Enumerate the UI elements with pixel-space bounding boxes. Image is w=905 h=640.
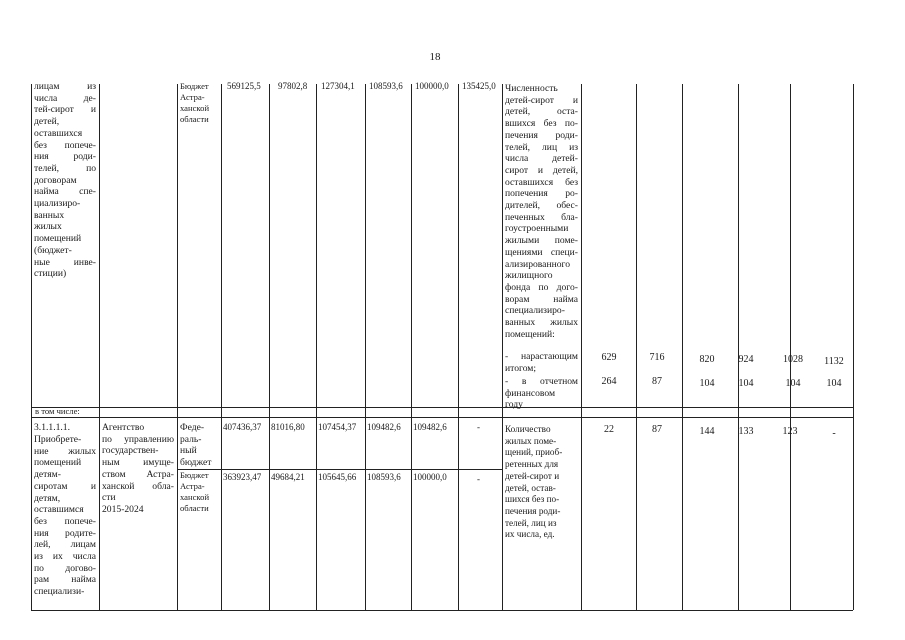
row2-federal-total: 407436,37 bbox=[223, 422, 262, 432]
row1-value-year5: 135425,0 bbox=[462, 81, 496, 91]
row1-reporting-year-value: 104 bbox=[738, 378, 754, 389]
table-column-line bbox=[99, 84, 100, 610]
table-border bbox=[31, 84, 32, 610]
row1-cumulative-value: 1132 bbox=[824, 356, 844, 367]
table-column-line bbox=[636, 84, 637, 610]
table-column-line bbox=[458, 84, 459, 610]
row1-reporting-year-value: 87 bbox=[652, 376, 662, 387]
row1-value-year2: 127304,1 bbox=[321, 81, 355, 91]
row2-indicator-value: - bbox=[832, 428, 836, 439]
table-column-line bbox=[365, 84, 366, 610]
row1-indicator-cumulative: - нарастающим итогом; bbox=[505, 351, 578, 374]
row1-reporting-year-value: 104 bbox=[699, 378, 715, 389]
row2-indicator-cell: Количество жилых поме- щений, приоб- ретенных для детей-сирот и детей, остав- шихся без по- печения роди- телей, лиц из их числа, ед. bbox=[505, 424, 563, 540]
row1-indicator-cell: Численность детей-сирот и детей, оста- вшихся без по- печения роди- телей, лиц из числа детей- сирот и детей, оставшихся без попечения ро- дителей, обес- печенных бла- гоустроенными жилыми поме- щениями специ- ализированного жилищного фонда по дого- ворам найма специализиро- ванных жилых помещений: bbox=[505, 83, 578, 340]
row1-reporting-year-value: 264 bbox=[601, 376, 617, 387]
row2-period: 2015-2024 bbox=[102, 503, 144, 515]
row2-source-federal: Феде- раль- ный бюджет bbox=[180, 422, 212, 469]
row1-value-year4: 100000,0 bbox=[415, 81, 449, 91]
row2-regional-year4: 100000,0 bbox=[413, 472, 447, 482]
including-label: в том числе: bbox=[35, 406, 80, 416]
row2-federal-year2: 107454,37 bbox=[318, 422, 357, 432]
row2-indicator-value: 133 bbox=[738, 426, 754, 437]
row2-indicator-value: 123 bbox=[782, 426, 798, 437]
row1-cumulative-value: 820 bbox=[699, 354, 715, 365]
table-column-line bbox=[177, 84, 178, 610]
table-row-line bbox=[31, 407, 853, 408]
row1-reporting-year-value: 104 bbox=[826, 378, 842, 389]
row2-code: 3.1.1.1.1. bbox=[34, 422, 70, 433]
row2-name-cell: Приобрете- ние жилых помещений детям- сиротам и детям, оставшимся без попече- ния родите- лей, лицам из их числа по догово- рам найма специализи- bbox=[34, 434, 96, 598]
table-row-line bbox=[31, 417, 853, 418]
table-column-line bbox=[316, 84, 317, 610]
table-column-line bbox=[221, 84, 222, 610]
table-column-line bbox=[581, 84, 582, 610]
row1-source-cell: Бюджет Астра- ханской области bbox=[180, 81, 210, 124]
row2-source-regional: Бюджет Астра- ханской области bbox=[180, 470, 210, 513]
row2-federal-year1: 81016,80 bbox=[271, 422, 305, 432]
row2-regional-year2: 105645,66 bbox=[318, 472, 357, 482]
table-column-line bbox=[790, 84, 791, 610]
table-column-line bbox=[411, 84, 412, 610]
row2-indicator-value: 87 bbox=[652, 424, 662, 435]
row2-executor-cell: Агентство по управлению государствен- ным имуще- ством Астра- ханской обла- сти 2015-2024 bbox=[102, 422, 174, 515]
table-row-line bbox=[177, 469, 502, 470]
row2-regional-total: 363923,47 bbox=[223, 472, 262, 482]
row1-cumulative-value: 629 bbox=[601, 352, 617, 363]
row1-value-total: 569125,5 bbox=[227, 81, 261, 91]
row1-name-cell: лицам из числа де- тей-сирот и детей, оставшихся без попече- ния роди- телей, по договорам найма спе- циализиро- ванных жилых помещений (бюджет- ные инве- стиции) bbox=[34, 81, 96, 280]
row1-cumulative-value: 716 bbox=[649, 352, 665, 363]
table-column-line bbox=[682, 84, 683, 610]
row1-cumulative-value: 924 bbox=[738, 354, 754, 365]
row2-regional-year1: 49684,21 bbox=[271, 472, 305, 482]
row2-federal-year4: 109482,6 bbox=[413, 422, 447, 432]
row2-indicator-value: 144 bbox=[699, 426, 715, 437]
table-column-line bbox=[269, 84, 270, 610]
row1-value-year1: 97802,8 bbox=[278, 81, 308, 91]
page-number: 18 bbox=[429, 51, 441, 63]
row1-cumulative-value: 1028 bbox=[783, 354, 803, 365]
table-column-line bbox=[738, 84, 739, 610]
table-border bbox=[31, 610, 853, 611]
row2-regional-year3: 108593,6 bbox=[367, 472, 401, 482]
row2-indicator-value: 22 bbox=[604, 424, 614, 435]
row2-regional-year5: - bbox=[477, 474, 480, 484]
row1-indicator-reporting-year: - в отчетном финансовом году bbox=[505, 376, 578, 411]
row2-federal-year5: - bbox=[477, 422, 480, 432]
table-column-line bbox=[502, 84, 503, 610]
row1-reporting-year-value: 104 bbox=[785, 378, 801, 389]
table-border bbox=[853, 84, 854, 610]
row1-value-year3: 108593,6 bbox=[369, 81, 403, 91]
row2-federal-year3: 109482,6 bbox=[367, 422, 401, 432]
